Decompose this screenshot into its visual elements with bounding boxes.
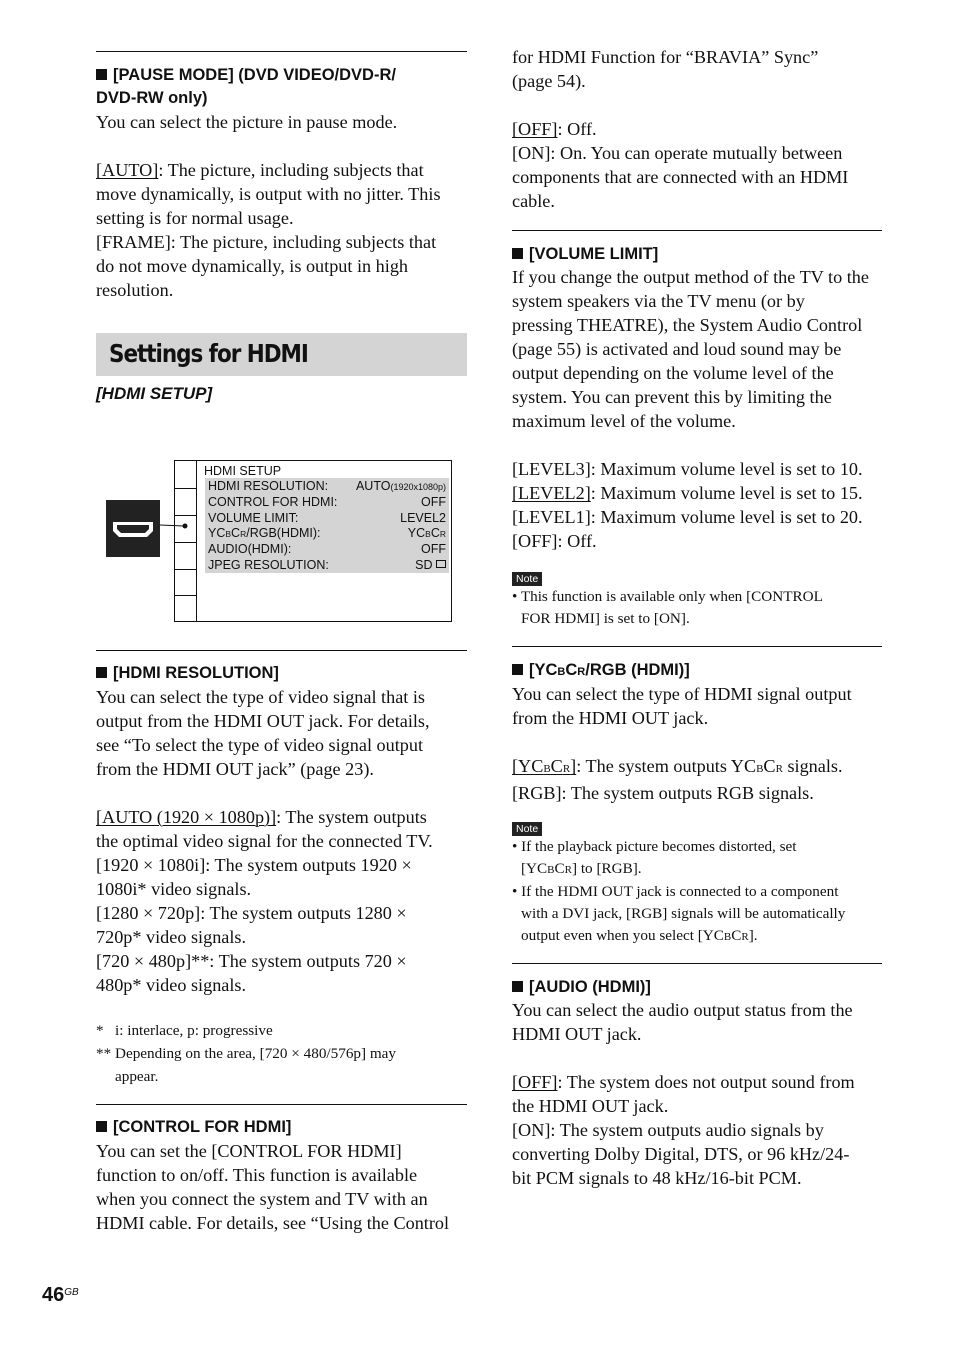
bullet-square-icon xyxy=(512,981,523,992)
ycbcr-body: You can select the type of HDMI signal output from the HDMI OUT jack. [YCBCR]: The system outputs YCBCR signals. [RGB]: The system outputs RGB signals. xyxy=(512,684,852,803)
section-divider xyxy=(96,650,467,651)
section-title: Settings for HDMI xyxy=(109,339,308,368)
menu-row-volume-limit[interactable]: VOLUME LIMIT: LEVEL2 xyxy=(208,511,446,525)
menu-side-cell xyxy=(175,461,197,489)
menu-side-cell xyxy=(175,489,197,516)
menu-side-cell xyxy=(175,516,197,543)
volume-limit-body: If you change the output method of the TV to the system speakers via the TV menu (or by pressing THEATRE), the System Audio Control (page 55) is activated and loud sound may be output depending on the volume level of the system. You can prevent this by limiting the maximum level of the volume. [LEVEL3]: Maximum volume level is set to 10. [LEVEL2]: Maximum volume level is set to 15. [LEVEL1]: Maximum volume level is set to 20. [OFF]: Off. xyxy=(512,267,869,551)
menu-title: HDMI SETUP xyxy=(204,464,282,478)
bullet-square-icon xyxy=(512,664,523,675)
hdmi-setup-icon xyxy=(106,500,160,557)
bullet-square-icon xyxy=(96,69,107,80)
volume-limit-heading: [VOLUME LIMIT] xyxy=(512,243,658,266)
hdmi-resolution-body: You can select the type of video signal that is output from the HDMI OUT jack. For details, see “To select the type of video signal output from the HDMI OUT jack” (page 23). [AUTO (1920 × 1080p)]: The system outputs the optimal video signal for the connected TV. [1920 × 1080i]: The system outputs 1920 × 1080i* video signals. [1280 × 720p]: The system outputs 1280 × 720p* video signals. [720 × 480p]**: The system outputs 720 × 480p* video signals. xyxy=(96,687,433,995)
control-for-hdmi-heading: [CONTROL FOR HDMI] xyxy=(96,1116,291,1139)
menu-side-cell xyxy=(175,543,197,570)
screen-icon xyxy=(436,560,446,568)
footnotes: * i: interlace, p: progressive ** Depending on the area, [720 × 480/576p] may appear. xyxy=(96,1022,397,1085)
menu-row-hdmi-resolution[interactable]: HDMI RESOLUTION: AUTO(1920x1080p) xyxy=(208,479,446,493)
hdmi-resolution-heading: [HDMI RESOLUTION] xyxy=(96,662,279,685)
control-for-hdmi-body: You can set the [CONTROL FOR HDMI] function to on/off. This function is available when you connect the system and TV with an HDMI cable. For details, see “Using the Control xyxy=(96,1141,450,1233)
ycbcr-notes: • If the playback picture becomes distorted, set [YCBCR] to [RGB]. • If the HDMI OUT jack is connected to a component with a DVI jack, [RGB] signals will be automatically output even when you select [YCBCR]. xyxy=(512,838,846,944)
volume-limit-note: • This function is available only when [CONTROL FOR HDMI] is set to [ON]. xyxy=(512,588,823,627)
audio-hdmi-body: You can select the audio output status from the HDMI OUT jack. [OFF]: The system does not output sound from the HDMI OUT jack. [ON]: The system outputs audio signals by converting Dolby Digital, DTS, or 96 kHz/24- bit PCM signals to 48 kHz/16-bit PCM. xyxy=(512,1000,855,1188)
section-divider xyxy=(512,963,882,964)
pause-mode-body: You can select the picture in pause mode. [AUTO]: The picture, including subjects that move dynamically, is output with no jitter. This setting is for normal usage. [FRAME]: The picture, including subjects that do not move dynamically, is output in high resolution. xyxy=(96,112,441,300)
section-divider xyxy=(96,1104,467,1105)
note-badge: Note xyxy=(512,569,542,587)
bullet-square-icon xyxy=(96,667,107,678)
menu-row-audio-hdmi[interactable]: AUDIO(HDMI): OFF xyxy=(208,542,446,556)
section-divider xyxy=(512,230,882,231)
bullet-square-icon xyxy=(96,1121,107,1132)
control-for-hdmi-continued: for HDMI Function for “BRAVIA” Sync” (page 54). [OFF]: Off. [ON]: On. You can operate mutually between components that are connected with an HDMI cable. xyxy=(512,47,849,211)
audio-hdmi-heading: [AUDIO (HDMI)] xyxy=(512,976,651,999)
pause-mode-heading: [PAUSE MODE] (DVD VIDEO/DVD-R/ DVD-RW only) xyxy=(96,66,396,107)
page-number: $46^{GB}$ xyxy=(42,1284,79,1306)
menu-side-cell xyxy=(175,570,197,596)
section-divider xyxy=(96,51,467,52)
menu-options-panel xyxy=(205,478,449,573)
bullet-square-icon xyxy=(512,248,523,259)
menu-row-control-for-hdmi[interactable]: CONTROL FOR HDMI: OFF xyxy=(208,495,446,509)
menu-row-ycbcr-rgb[interactable]: YCBCR/RGB(HDMI): YCBCR xyxy=(208,526,446,540)
section-subtitle: [HDMI SETUP] xyxy=(96,384,213,403)
section-divider xyxy=(512,646,882,647)
ycbcr-heading: [YCBCR/RGB (HDMI)] xyxy=(512,659,690,684)
hdmi-setup-menu xyxy=(174,460,452,622)
hdmi-connector-icon xyxy=(106,500,160,557)
menu-row-jpeg-resolution[interactable]: JPEG RESOLUTION: SD xyxy=(208,558,446,573)
section-title-band xyxy=(96,333,467,376)
menu-side-cell xyxy=(175,596,197,621)
note-badge: Note xyxy=(512,819,542,837)
